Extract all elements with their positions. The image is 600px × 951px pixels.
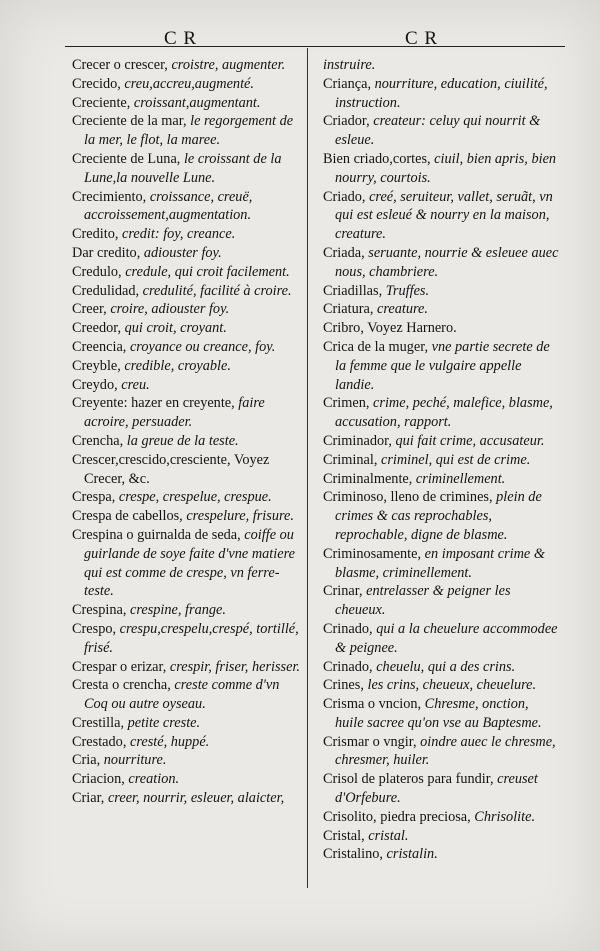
running-header: [68, 28, 563, 49]
entry-headword: Criador,: [323, 113, 370, 130]
entry-definition: vne partie secrete de la femme que le vulgaire appelle landie.: [335, 338, 550, 393]
dictionary-entry: [323, 56, 559, 75]
dictionary-entry: [72, 620, 304, 658]
dictionary-entry: [323, 282, 559, 301]
entry-definition: criminellement.: [412, 470, 506, 487]
dictionary-entry: [323, 582, 559, 620]
dictionary-entry: [323, 188, 559, 244]
entry-definition: crime, peché, malefice, blasme, accusation, rapport.: [335, 395, 553, 431]
entry-headword: Crencha,: [72, 432, 124, 449]
entry-headword: Creciente,: [72, 94, 131, 111]
entry-definition: creer, nourrir, esleuer, alaicter,: [104, 790, 285, 807]
entry-headword: Crisol de plateros para fundir,: [323, 771, 494, 788]
entry-headword: Cristalino,: [323, 846, 383, 863]
entry-headword: Crismar o vngir,: [323, 733, 417, 750]
dictionary-entry: [323, 695, 559, 733]
header-right: C R: [405, 28, 439, 49]
entry-definition: ciuil, bien apris, bien nourry, courtois.: [335, 150, 557, 186]
entry-definition: seruante, nourrie & esleuee auec nous, chambriere.: [335, 244, 559, 280]
entry-headword: Crimen,: [323, 395, 370, 412]
dictionary-entry: [72, 676, 304, 714]
entry-definition: le croissant de la Lune,la nouvelle Lune.: [84, 150, 282, 186]
entry-definition: la greue de la teste.: [123, 432, 239, 449]
dictionary-entry: [72, 357, 304, 376]
dictionary-entry: [323, 733, 559, 771]
entry-definition: Truffes.: [382, 282, 430, 299]
entry-headword: Creyente: hazer en creyente,: [72, 395, 235, 412]
dictionary-entry: [323, 150, 559, 188]
entry-headword: Crinado,: [323, 620, 373, 637]
entry-headword: Criadillas,: [323, 282, 383, 299]
dictionary-entry: [323, 432, 559, 451]
entry-definition: cristal.: [364, 827, 409, 844]
entry-definition: coiffe ou guirlande de soye faite d'vne matiere qui est comme de crespe, vn ferre-teste.: [84, 526, 295, 600]
dictionary-entry: [72, 714, 304, 733]
entry-definition: credule, qui croit facilement.: [121, 263, 290, 280]
header-rule: [65, 46, 565, 47]
dictionary-entry: [72, 451, 304, 489]
entry-headword: Crisma o vncion,: [323, 696, 422, 713]
entry-headword: Criacion,: [72, 771, 125, 788]
dictionary-entry: [323, 244, 559, 282]
entry-headword: Crestilla,: [72, 714, 125, 731]
entry-headword: Crecimiento,: [72, 188, 147, 205]
dictionary-entry: [323, 488, 559, 544]
entry-definition: creu.: [117, 376, 150, 393]
entry-headword: Crespo,: [72, 620, 117, 637]
dictionary-entry: [323, 394, 559, 432]
dictionary-entry: [323, 620, 559, 658]
dictionary-entry: [323, 470, 559, 489]
entry-definition: cresté, huppé.: [126, 733, 210, 750]
entry-definition: createur: celuy qui nourrit & esleue.: [335, 113, 541, 149]
entry-definition: creature.: [373, 301, 428, 318]
entry-headword: Crespar o erizar,: [72, 658, 167, 675]
entry-headword: Dar credito,: [72, 244, 141, 261]
entry-definition: plein de crimes & cas reprochables, reprochable, digne de blasme.: [335, 489, 542, 543]
column-divider: [307, 48, 308, 888]
entry-definition: creé, seruiteur, vallet, seruãt, vn qui est esleué & nourry en la maison, creature.: [335, 188, 553, 243]
entry-definition: en imposant crime & blasme, criminellement.: [335, 545, 545, 581]
dictionary-entry: [72, 75, 304, 94]
entry-headword: Crespina,: [72, 602, 127, 619]
entry-definition: les crins, cheueux, cheuelure.: [363, 677, 537, 694]
entry-headword: Cribro, Voyez Harnero.: [323, 320, 457, 337]
entry-headword: Crestado,: [72, 733, 127, 750]
dictionary-entry: [323, 300, 559, 319]
entry-definition: qui fait crime, accusateur.: [391, 432, 545, 449]
left-column: [72, 56, 304, 808]
entry-definition: croissance, creuë, accroissement,augmentation.: [84, 188, 253, 224]
entry-headword: Crisolito, piedra preciosa,: [323, 808, 471, 825]
entry-headword: Creciente de Luna,: [72, 150, 181, 167]
dictionary-entry: [72, 658, 304, 677]
entry-headword: Creydo,: [72, 376, 118, 393]
dictionary-entry: [72, 432, 304, 451]
entry-headword: Credulo,: [72, 263, 122, 280]
dictionary-entry: [72, 282, 304, 301]
entry-definition: crespir, friser, herisser.: [166, 658, 301, 675]
entry-definition: le regorgement de la mer, le flot, la maree.: [84, 113, 294, 149]
entry-definition: entrelasser & peigner les cheueux.: [335, 583, 511, 619]
dictionary-entry: [72, 376, 304, 395]
entry-definition: criminel, qui est de crime.: [377, 451, 531, 468]
entry-headword: Cria,: [72, 752, 101, 769]
dictionary-entry: [323, 338, 559, 394]
entry-headword: Criminoso, lleno de crimines,: [323, 489, 493, 506]
dictionary-entry: [323, 75, 559, 113]
dictionary-entry: [323, 319, 559, 338]
entry-headword: Criminosamente,: [323, 545, 422, 562]
dictionary-entry: [72, 507, 304, 526]
dictionary-entry: [72, 394, 304, 432]
entry-headword: Crespa,: [72, 489, 116, 506]
dictionary-entry: [323, 451, 559, 470]
entry-headword: Criança,: [323, 75, 372, 92]
entry-definition: creation.: [124, 771, 180, 788]
dictionary-entry: [323, 770, 559, 808]
entry-headword: Criatura,: [323, 301, 374, 318]
dictionary-entry: [323, 545, 559, 583]
dictionary-entry: [72, 300, 304, 319]
entry-definition: crespu,crespelu,crespé, tortillé, frisé.: [84, 620, 299, 656]
entry-definition: nourriture, education, ciuilité, instruction.: [335, 75, 548, 111]
entry-headword: Bien criado,cortes,: [323, 150, 431, 167]
dictionary-entry: [72, 150, 304, 188]
entry-headword: Criminal,: [323, 451, 378, 468]
entry-definition: creuset d'Orfebure.: [335, 771, 538, 807]
dictionary-entry: [72, 244, 304, 263]
dictionary-entry: [323, 676, 559, 695]
entry-headword: Criminalmente,: [323, 470, 413, 487]
entry-definition: instruire.: [323, 57, 376, 73]
entry-definition: oindre auec le chresme, chresmer, huiler.: [335, 733, 556, 769]
dictionary-entry: [323, 112, 559, 150]
entry-headword: Credito,: [72, 226, 119, 243]
dictionary-entry: [72, 601, 304, 620]
entry-headword: Criada,: [323, 244, 365, 261]
entry-definition: creste comme d'vn Coq ou autre oyseau.: [84, 677, 280, 713]
entry-definition: croistre, augmenter.: [167, 57, 286, 73]
entry-definition: cheuelu, qui a des crins.: [372, 658, 516, 675]
entry-headword: Crespa de cabellos,: [72, 508, 183, 525]
entry-definition: adiouster foy.: [140, 244, 222, 261]
entry-definition: qui croit, croyant.: [121, 320, 227, 337]
dictionary-entry: [72, 263, 304, 282]
entry-definition: creu,accreu,augmenté.: [120, 75, 254, 92]
entry-definition: Chresme, onction, huile sacree qu'on vse au Baptesme.: [335, 696, 542, 731]
entry-definition: crespine, frange.: [126, 602, 226, 619]
dictionary-entry: [323, 658, 559, 677]
dictionary-entry: [72, 733, 304, 752]
dictionary-entry: [72, 56, 304, 75]
right-column: [323, 56, 559, 864]
entry-definition: credit: foy, creance.: [118, 226, 236, 243]
header-left: C R: [164, 28, 198, 49]
entry-definition: Chrisolite.: [470, 808, 536, 825]
dictionary-entry: [72, 112, 304, 150]
entry-headword: Creciente de la mar,: [72, 113, 187, 130]
dictionary-entry: [72, 319, 304, 338]
dictionary-entry: [323, 808, 559, 827]
dictionary-entry: [72, 188, 304, 226]
entry-definition: credible, croyable.: [120, 357, 231, 374]
dictionary-entry: [72, 751, 304, 770]
entry-definition: petite creste.: [124, 714, 201, 731]
entry-definition: cristalin.: [382, 846, 438, 863]
entry-definition: nourriture.: [100, 752, 167, 769]
entry-definition: croire, adiouster foy.: [106, 301, 230, 318]
dictionary-entry: [72, 225, 304, 244]
entry-definition: crespelure, frisure.: [182, 508, 294, 525]
dictionary-entry: [72, 94, 304, 113]
entry-headword: Creer,: [72, 301, 107, 318]
entry-definition: credulité, facilité à croire.: [139, 282, 292, 299]
entry-headword: Crines,: [323, 677, 364, 694]
entry-headword: Criado,: [323, 188, 366, 205]
entry-headword: Cresta o crencha,: [72, 677, 171, 694]
entry-headword: Crespina o guirnalda de seda,: [72, 526, 241, 543]
entry-definition: crespe, crespelue, crespue.: [115, 489, 272, 506]
entry-headword: Credulidad,: [72, 282, 140, 299]
dictionary-entry: [72, 488, 304, 507]
entry-headword: Creyble,: [72, 357, 121, 374]
entry-definition: qui a la cheuelure accommodee & peignee.: [335, 620, 558, 656]
entry-headword: Crinado,: [323, 658, 373, 675]
entry-headword: Creencia,: [72, 338, 127, 355]
dictionary-entry: [72, 526, 304, 601]
dictionary-entry: [72, 770, 304, 789]
entry-headword: Criminador,: [323, 432, 392, 449]
dictionary-entry: [323, 827, 559, 846]
entry-headword: Crescer,crescido,cresciente, Voyez Crecer, &c.: [72, 451, 270, 487]
entry-headword: Crinar,: [323, 583, 363, 600]
dictionary-entry: [72, 789, 304, 808]
entry-headword: Cristal,: [323, 827, 365, 844]
entry-definition: croyance ou creance, foy.: [126, 338, 276, 355]
entry-headword: Criar,: [72, 790, 105, 807]
entry-headword: Crica de la muger,: [323, 338, 429, 355]
entry-definition: croissant,augmentant.: [130, 94, 261, 111]
entry-headword: Crecido,: [72, 75, 121, 92]
entry-definition: faire acroire, persuader.: [84, 395, 265, 431]
dictionary-entry: [72, 338, 304, 357]
entry-headword: Crecer o crescer,: [72, 57, 168, 73]
dictionary-entry: [323, 845, 559, 864]
entry-headword: Creedor,: [72, 320, 122, 337]
